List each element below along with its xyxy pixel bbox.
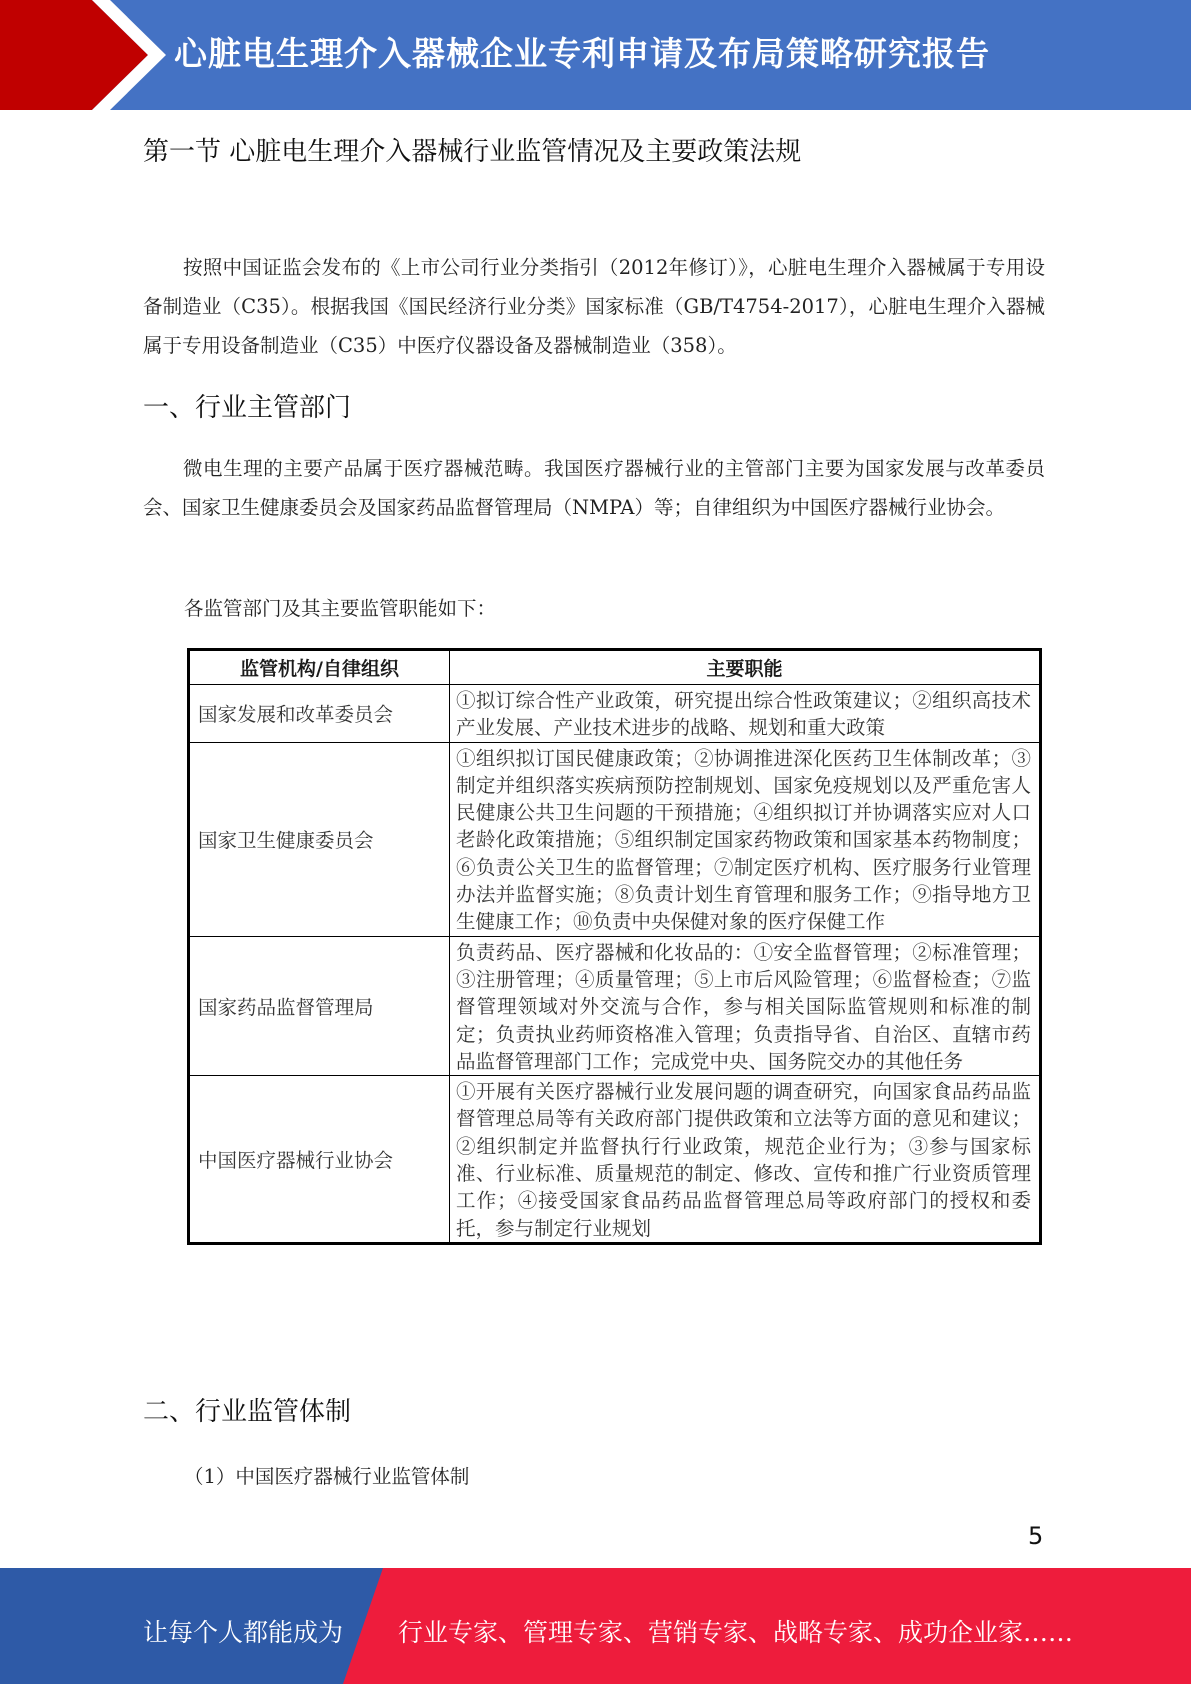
- org-cell: 国家药品监督管理局: [189, 936, 450, 1075]
- header-org: 监管机构/自律组织: [189, 650, 450, 685]
- page-number: 5: [1028, 1522, 1044, 1550]
- duty-cell: 负责药品、医疗器械和化妆品的：①安全监督管理；②标准管理；③注册管理；④质量管理；⑤上市后风险管理；⑥监督检查；⑦监督管理领域对外交流与合作，参与相关国际监管规则和标准的制定；负责执业药师资格准入管理；负责指导省、自治区、直辖市药品监督管理部门工作；完成党中央、国务院交办的其他任务: [450, 936, 1041, 1075]
- org-cell: 国家卫生健康委员会: [189, 742, 450, 936]
- duty-cell: ①拟订综合性产业政策，研究提出综合性政策建议；②组织高技术产业发展、产业技术进步的战略、规划和重大政策: [450, 685, 1041, 743]
- regulators-table: [187, 648, 1042, 1245]
- heading-regulatory-system: 二、行业监管体制: [143, 1397, 352, 1427]
- org-cell: 国家发展和改革委员会: [189, 685, 450, 743]
- table-lead-text: 各监管部门及其主要监管职能如下：: [184, 597, 497, 620]
- authorities-paragraph: 微电生理的主要产品属于医疗器械范畴。我国医疗器械行业的主管部门主要为国家发展与改革委员会、国家卫生健康委员会及国家药品监督管理局（NMPA）等；自律组织为中国医疗器械行业协会。: [143, 457, 1045, 519]
- sub-item-text: （1）中国医疗器械行业监管体制: [184, 1465, 470, 1488]
- duty-cell: ①开展有关医疗器械行业发展问题的调查研究，向国家食品药品监督管理总局等有关政府部门提供政策和立法等方面的意见和建议；②组织制定并监督执行行业政策，规范企业行为；③参与国家标准、行业标准、质量规范的制定、修改、宣传和推广行业资质管理工作；④接受国家食品药品监督管理总局等政府部门的授权和委托，参与制定行业规划: [450, 1076, 1041, 1244]
- table-row: [189, 685, 1041, 743]
- table-header-row: [189, 650, 1041, 685]
- header-banner: [0, 0, 1191, 110]
- footer-slogan-left: 让每个人都能成为: [143, 1618, 344, 1647]
- header-duty: 主要职能: [450, 650, 1041, 685]
- footer-slogan-right: 行业专家、管理专家、营销专家、战略专家、成功企业家……: [398, 1618, 1074, 1647]
- intro-paragraph: 按照中国证监会发布的《上市公司行业分类指引（2012年修订）》，心脏电生理介入器械属于专用设备制造业（C35）。根据我国《国民经济行业分类》国家标准（GB/T4754-2017），心脏电生理介入器械属于专用设备制造业（C35）中医疗仪器设备及器械制造业（358）。: [143, 256, 1045, 357]
- org-cell: 中国医疗器械行业协会: [189, 1076, 450, 1244]
- table-row: [189, 936, 1041, 1075]
- footer-banner: [0, 1568, 1191, 1684]
- section-title: 第一节 心脏电生理介入器械行业监管情况及主要政策法规: [143, 137, 802, 167]
- duty-cell: ①组织拟订国民健康政策；②协调推进深化医药卫生体制改革；③制定并组织落实疾病预防控制规划、国家免疫规划以及严重危害人民健康公共卫生问题的干预措施；④组织拟订并协调落实应对人口老龄化政策措施；⑤组织制定国家药物政策和国家基本药物制度；⑥负责公关卫生的监督管理；⑦制定医疗机构、医疗服务行业管理办法并监督实施；⑧负责计划生育管理和服务工作；⑨指导地方卫生健康工作；⑩负责中央保健对象的医疗保健工作: [450, 742, 1041, 936]
- report-title: 心脏电生理介入器械企业专利申请及布局策略研究报告: [174, 34, 990, 73]
- table-row: [189, 742, 1041, 936]
- heading-industry-authorities: 一、行业主管部门: [143, 393, 352, 423]
- table-row: [189, 1076, 1041, 1244]
